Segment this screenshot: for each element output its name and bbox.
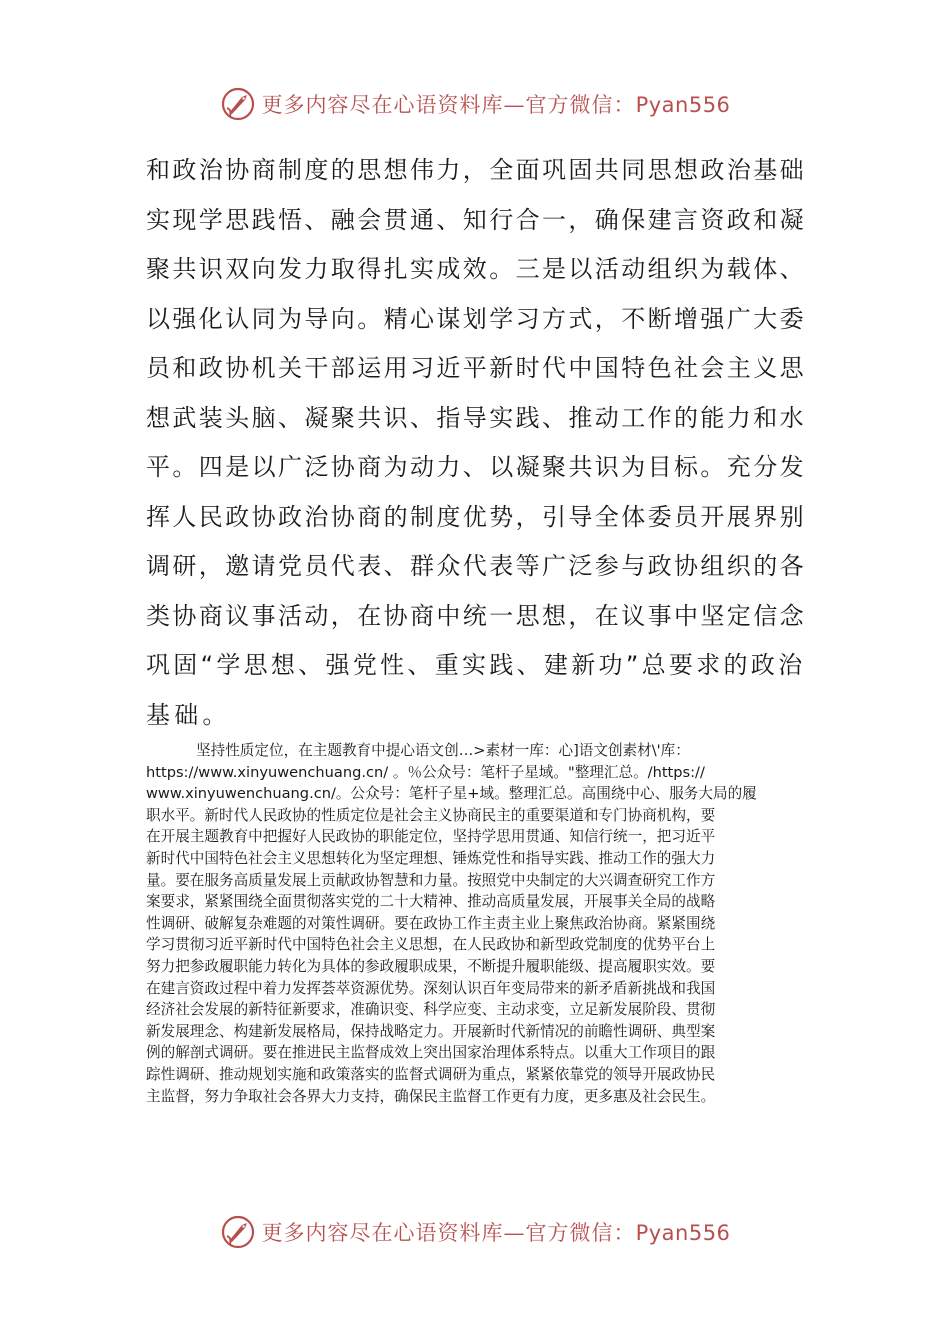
text-line: 在建言资政过程中着力发挥荟萃资源优势。深刻认识百年变局带来的新矛盾新挑战和我国 [146,979,716,997]
text-line: 性调研、破解复杂难题的对策性调研。要在政协工作主责主业上聚焦政治协商。紧紧围绕 [146,914,716,932]
text-line: 平。四是以广泛协商为动力、以凝聚共识为目标。充分发 [146,453,806,481]
text-line: 类协商议事活动，在协商中统一思想，在议事中坚定信念 [146,601,806,630]
text-line: 以强化认同为导向。精心谋划学习方式，不断增强广大委 [146,304,806,333]
footer-banner [0,1212,950,1252]
text-line: 案要求，紧紧围绕全面贯彻落实党的二十大精神、推动高质量发展，开展事关全局的战略 [146,893,716,911]
banner-wechat-id: Pyan556 [635,1221,731,1245]
text-line: 员和政协机关干部运用习近平新时代中国特色社会主义思 [146,354,806,382]
text-line: 坚持性质定位，在主题教育中提心语文创…>素材一库：心]语文创素材\'库： [196,742,690,759]
text-line: 基础。 [146,700,231,729]
banner-text [262,1217,731,1247]
text-line: 量。要在服务高质量发展上贡献政协智慧和力量。按照党中央制定的大兴调查研究工作方 [146,871,716,889]
text-line: 学习贯彻习近平新时代中国特色社会主义思想，在人民政协和新型政党制度的优势平台上 [146,936,716,954]
text-line: 实现学思践悟、融会贯通、知行合一，确保建言资政和凝 [146,205,806,234]
text-line: 经济社会发展的新特征新要求，准确识变、科学应变、主动求变，立足新发展阶段、贯彻 [146,1001,716,1019]
banner-label: 更多内容尽在心语资料库—官方微信： [261,1221,636,1245]
text-line: 想武装头脑、凝聚共识、指导实践、推动工作的能力和水 [146,403,806,432]
text-line: 和政治协商制度的思想伟力，全面巩固共同思想政治基础 [146,156,806,184]
banner-text [262,89,731,119]
text-line: 巩固“学思想、强党性、重实践、建新功”总要求的政治 [146,651,806,679]
header-banner [0,84,950,124]
text-line: 职水平。新时代人民政协的性质定位是社会主义协商民主的重要渠道和专门协商机构，要 [146,806,716,824]
text-line: 在开展主题教育中把握好人民政协的职能定位，坚持学思用贯通、知信行统一，把习近平 [146,828,716,846]
text-line: 踪性调研、推动规划实施和政策落实的监督式调研为重点，紧紧依靠党的领导开展政协民 [146,1065,716,1083]
text-line: 例的解剖式调研。要在推进民主监督成效上突出国家治理体系特点。以重大工作项目的跟 [146,1044,716,1062]
pen-nib-logo-icon [220,1214,256,1250]
banner-wechat-id: Pyan556 [635,93,731,117]
text-line: 新时代中国特色社会主义思想转化为坚定理想、锤炼党性和指导实践、推动工作的强大力 [146,849,716,867]
text-line: 努力把参政履职能力转化为具体的参政履职成果，不断提升履职能级、提高履职实效。要 [146,957,716,975]
text-line: 新发展理念、构建新发展格局，保持战略定力。开展新时代新情况的前瞻性调研、典型案 [146,1022,716,1040]
text-line: 主监督，努力争取社会各界大力支持，确保民主监督工作更有力度，更多惠及社会民生。 [146,1087,716,1105]
pen-nib-logo-icon [220,86,256,122]
main-paragraph [146,146,810,740]
body-paragraph [146,740,810,1107]
text-line: 聚共识双向发力取得扎实成效。三是以活动组织为载体、 [146,255,806,283]
text-line: https://www.xinyuwenchuang.cn/ 。％公众号：笔杆子星域。"整理汇总。/https:// [146,763,705,781]
text-line: www.xinyuwenchuang.cn/。公众号：笔杆子星+域。整理汇总。高围绕中心、服务大局的履 [146,785,757,803]
text-line: 挥人民政协政治协商的制度优势，引导全体委员开展界别 [146,502,806,531]
text-line: 调研，邀请党员代表、群众代表等广泛参与政协组织的各 [146,552,806,580]
banner-label: 更多内容尽在心语资料库—官方微信： [261,93,636,117]
